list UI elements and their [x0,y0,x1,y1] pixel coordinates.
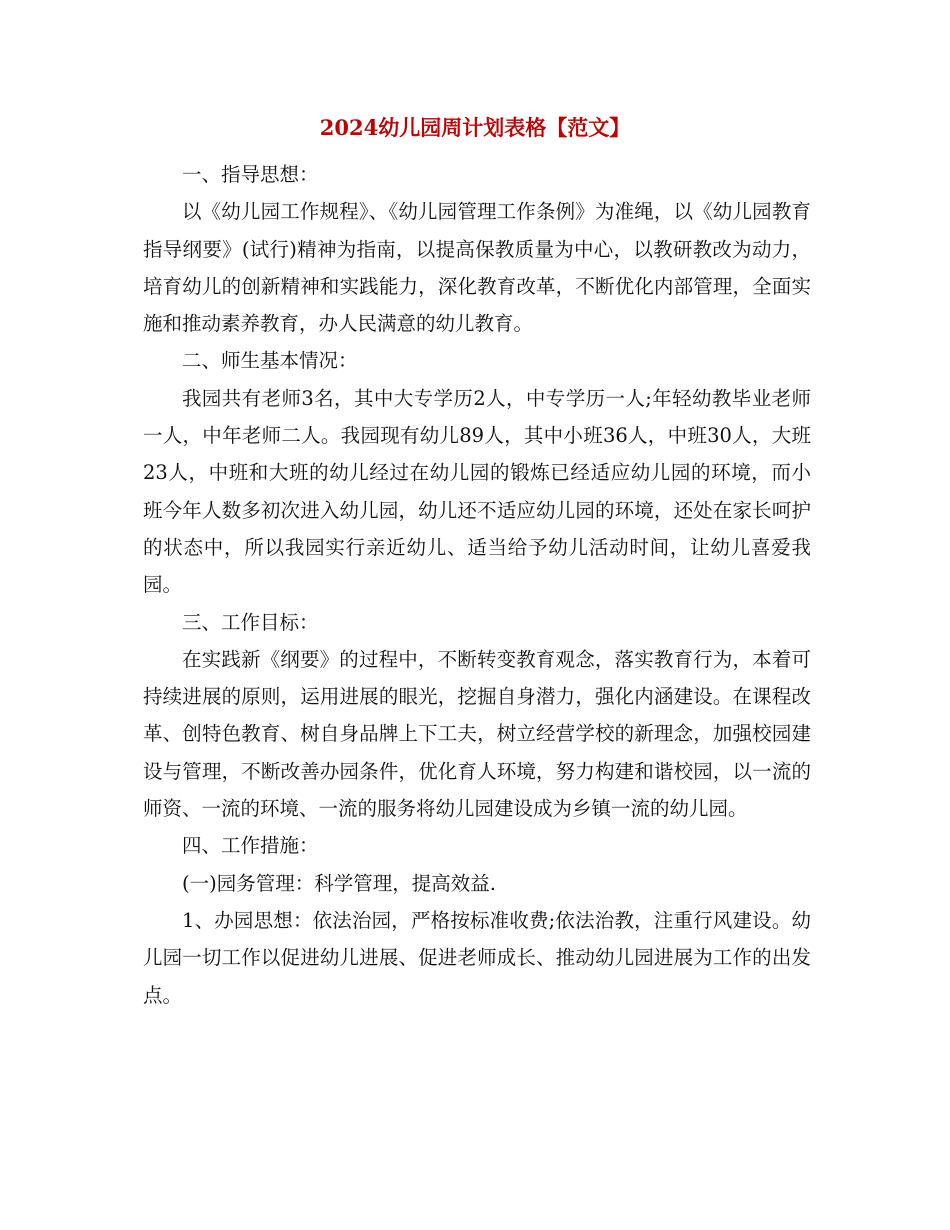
paragraph-work-goals: 在实践新《纲要》的过程中，不断转变教育观念，落实教育行为，本着可持续进展的原则，运用进展的眼光，挖掘自身潜力，强化内涵建设。在课程改革、创特色教育、树自身品牌上下工夫，树立经营学校的新理念，加强校园建设与管理，不断改善办园条件，优化育人环境，努力构建和谐校园，以一流的师资、一流的环境、一流的服务将幼儿园建设成为乡镇一流的幼儿园。 [143,647,811,821]
paragraph-guiding-ideology: 以《幼儿园工作规程》、《幼儿园管理工作条例》为准绳，以《幼儿园教育指导纲要》(试行)精神为指南，以提高保教质量为中心，以教研教改为动力，培育幼儿的创新精神和实践能力，深化教育改革，不断优化内部管理，全面实施和推动素养教育，办人民满意的幼儿教育。 [143,200,811,336]
paragraph-staff-and-children: 我园共有老师3名，其中大专学历2人，中专学历一人;年轻幼教毕业老师一人，中年老师二人。我园现有幼儿89人，其中小班36人，中班30人，大班23人，中班和大班的幼儿经过在幼儿园的锻炼已经适应幼儿园的环境，而小班今年人数多初次进入幼儿园，幼儿还不适应幼儿园的环境，还处在家长呵护的状态中，所以我园实行亲近幼儿、适当给予幼儿活动时间，让幼儿喜爱我园。 [143,386,811,597]
subheading-administration: (一)园务管理：科学管理，提高效益. [182,871,496,895]
heading-guiding-ideology: 一、指导思想： [182,163,319,186]
heading-work-measures: 四、工作措施： [182,834,319,858]
paragraph-school-philosophy: 1、办园思想：依法治园，严格按标准收费;依法治教，注重行风建设。幼儿园一切工作以促进幼儿进展、促进老师成长、推动幼儿园进展为工作的出发点。 [143,908,811,1007]
document-body [143,156,811,1014]
document-title: 2024幼儿园周计划表格【范文】 [319,115,631,140]
heading-staff-and-children: 二、师生基本情况： [182,349,358,373]
heading-work-goals: 三、工作目标： [182,610,319,634]
